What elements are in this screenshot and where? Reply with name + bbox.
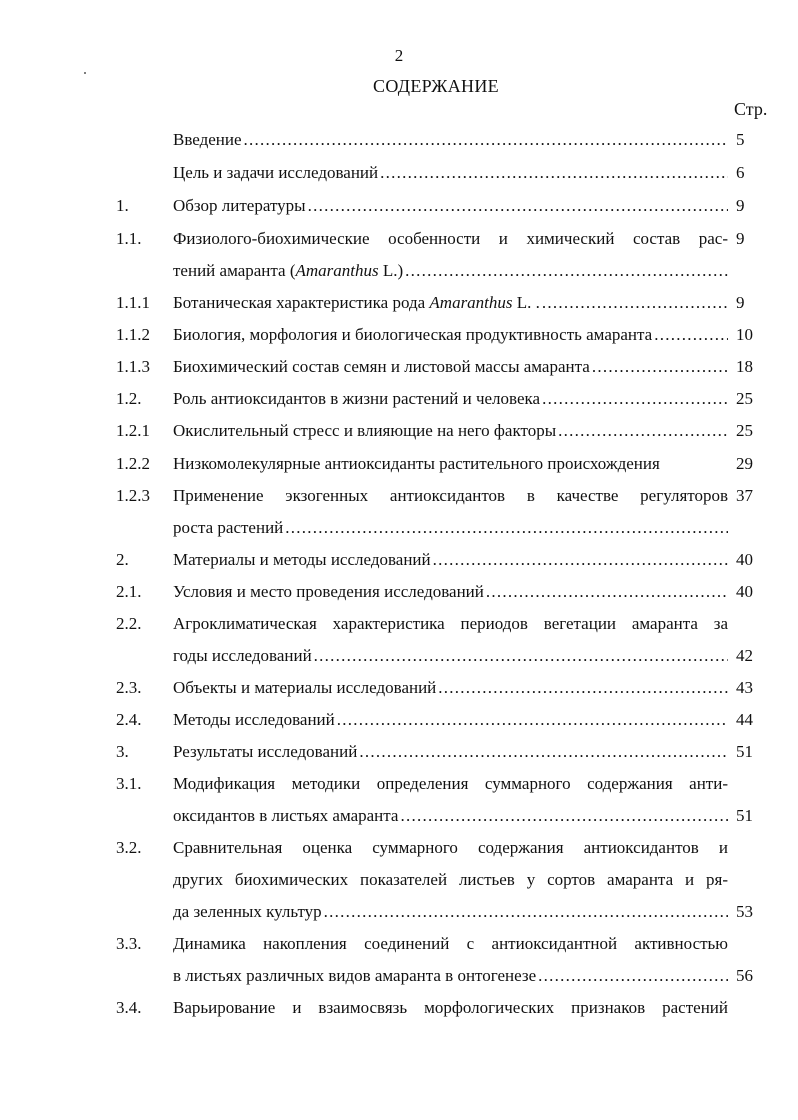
toc-entry-title-text: да зеленных культур (173, 902, 322, 921)
toc-entry-number: 1.1. (116, 229, 142, 248)
toc-entry-title-line: Агроклиматическая характеристика периодов вегетации амаранта за (173, 614, 728, 633)
toc-entry-number: 1.2.3 (116, 486, 150, 505)
toc-entry-number: 1.1.1 (116, 293, 150, 312)
dot-leader (308, 194, 728, 218)
toc-entry-page: 51 (736, 742, 753, 761)
toc-entry-title-text: оксидантов в листьях амаранта (173, 806, 399, 825)
dot-leader (438, 676, 728, 700)
toc-entry-number: 3. (116, 742, 129, 761)
toc-entry-number: 3.3. (116, 934, 142, 953)
dot-leader (314, 644, 728, 668)
toc-entry-page: 56 (736, 966, 753, 985)
dot-leader (538, 964, 728, 988)
toc-entry-title-line (173, 676, 728, 700)
toc-entry-title-line (173, 644, 728, 668)
dot-leader (400, 804, 728, 828)
toc-entry-title-line (173, 708, 728, 732)
dot-leader (324, 900, 728, 924)
toc-entry-number: 1.1.3 (116, 357, 150, 376)
toc-entry-title-text: в листьях различных видов амаранта в онтогенезе (173, 966, 537, 985)
toc-entry-title-line (173, 355, 728, 379)
toc-entry-title-line (173, 259, 728, 283)
toc-entry-title-line: Динамика накопления соединений с антиоксидантной активностью (173, 934, 728, 953)
toc-entry-title-text: роста растений (173, 518, 284, 537)
toc-entry-title-text: тений амаранта (Amaranthus L.) (173, 261, 404, 280)
toc-entry-title-line (173, 419, 728, 443)
toc-entry-page: 9 (736, 293, 745, 312)
toc-entry-page: 25 (736, 421, 753, 440)
toc-entry-number: 2.1. (116, 582, 142, 601)
toc-entry-title-line (173, 740, 728, 764)
page-title: СОДЕРЖАНИЕ (373, 76, 499, 96)
toc-entry-number: 3.1. (116, 774, 142, 793)
toc-entry-page: 10 (736, 325, 753, 344)
toc-entry-title-line (173, 548, 728, 572)
dot-leader (405, 259, 728, 283)
toc-entry-page: 43 (736, 678, 753, 697)
toc-entry-title-text: Материалы и методы исследований (173, 550, 431, 569)
toc-entry-title-line (173, 161, 728, 185)
dot-leader (433, 548, 728, 572)
toc-entry-page: 42 (736, 646, 753, 665)
toc-entry-page: 6 (736, 163, 745, 182)
toc-entry-page: 53 (736, 902, 753, 921)
toc-entry-title-text: Биология, морфология и биологическая продуктивность амаранта (173, 325, 653, 344)
dot-leader (592, 355, 728, 379)
toc-entry-title-text: Окислительный стресс и влияющие на него факторы (173, 421, 557, 440)
toc-entry-title-line: Физиолого-биохимические особенности и химический состав рас- (173, 229, 728, 248)
toc-entry-title-line (173, 323, 728, 347)
toc-entry-number: 3.2. (116, 838, 142, 857)
toc-entry-title-line (173, 194, 728, 218)
toc-entry-number: 2.3. (116, 678, 142, 697)
toc-entry-title-line (173, 804, 728, 828)
toc-entry-title-text: Биохимический состав семян и листовой массы амаранта (173, 357, 590, 376)
dot-leader (359, 740, 728, 764)
toc-entry-title-text: Обзор литературы (173, 196, 306, 215)
toc-entry-title-text: Роль антиоксидантов в жизни растений и человека (173, 389, 541, 408)
toc-entry-number: 1. (116, 196, 129, 215)
toc-entry-page: 29 (736, 454, 753, 473)
toc-entry-title-text: Методы исследований (173, 710, 335, 729)
toc-entry-number: 1.2.2 (116, 454, 150, 473)
dot-leader (654, 323, 728, 347)
toc-entry-page: 18 (736, 357, 753, 376)
dot-leader (542, 387, 728, 411)
toc-entry-title-text: годы исследований (173, 646, 312, 665)
scan-speck (84, 72, 86, 74)
toc-entry-page: 44 (736, 710, 753, 729)
page-column-header: Стр. (734, 99, 768, 119)
toc-entry-number: 2.4. (116, 710, 142, 729)
toc-entry-page: 40 (736, 582, 753, 601)
toc-entry-title-text: Ботаническая характеристика рода Amaranthus L. . (173, 293, 540, 312)
toc-entry-title-line (173, 291, 728, 315)
toc-entry-title-line: Сравнительная оценка суммарного содержания антиоксидантов и (173, 838, 728, 857)
dot-leader (285, 516, 728, 540)
toc-entry-number: 1.2. (116, 389, 142, 408)
toc-entry-page: 9 (736, 229, 745, 248)
toc-entry-number: 1.2.1 (116, 421, 150, 440)
dot-leader (380, 161, 728, 185)
page-number: 2 (394, 46, 404, 65)
dot-leader (337, 708, 728, 732)
toc-entry-title-line (173, 580, 728, 604)
toc-entry-title-text: Введение (173, 130, 242, 149)
toc-entry-title-text: Цель и задачи исследований (173, 163, 379, 182)
toc-entry-title-line: Применение экзогенных антиоксидантов в качестве регуляторов (173, 486, 728, 505)
toc-entry-title-text: Результаты исследований (173, 742, 358, 761)
toc-entry-page: 5 (736, 130, 745, 149)
toc-entry-number: 1.1.2 (116, 325, 150, 344)
dot-leader (244, 128, 728, 152)
toc-entry-number: 3.4. (116, 998, 142, 1017)
toc-entry-number: 2.2. (116, 614, 142, 633)
toc-entry-page: 40 (736, 550, 753, 569)
toc-entry-page: 37 (736, 486, 753, 505)
toc-entry-number: 2. (116, 550, 129, 569)
dot-leader (542, 291, 728, 315)
toc-entry-title-line (173, 900, 728, 924)
toc-entry-title-line (173, 387, 728, 411)
toc-entry-page: 9 (736, 196, 745, 215)
dot-leader (486, 580, 728, 604)
dot-leader (558, 419, 728, 443)
toc-entry-title-text: Условия и место проведения исследований (173, 582, 484, 601)
toc-entry-page: 25 (736, 389, 753, 408)
toc-entry-title-line: других биохимических показателей листьев у сортов амаранта и ря- (173, 870, 728, 889)
toc-entry-title-text: Объекты и материалы исследований (173, 678, 437, 697)
toc-entry-title-line: Низкомолекулярные антиоксиданты растительного происхождения (173, 454, 660, 473)
toc-entry-title-line (173, 128, 728, 152)
toc-entry-page: 51 (736, 806, 753, 825)
toc-entry-title-line: Варьирование и взаимосвязь морфологических признаков растений (173, 998, 728, 1017)
toc-entry-title-line (173, 964, 728, 988)
toc-entry-title-line (173, 516, 728, 540)
toc-entry-title-line: Модификация методики определения суммарного содержания анти- (173, 774, 728, 793)
